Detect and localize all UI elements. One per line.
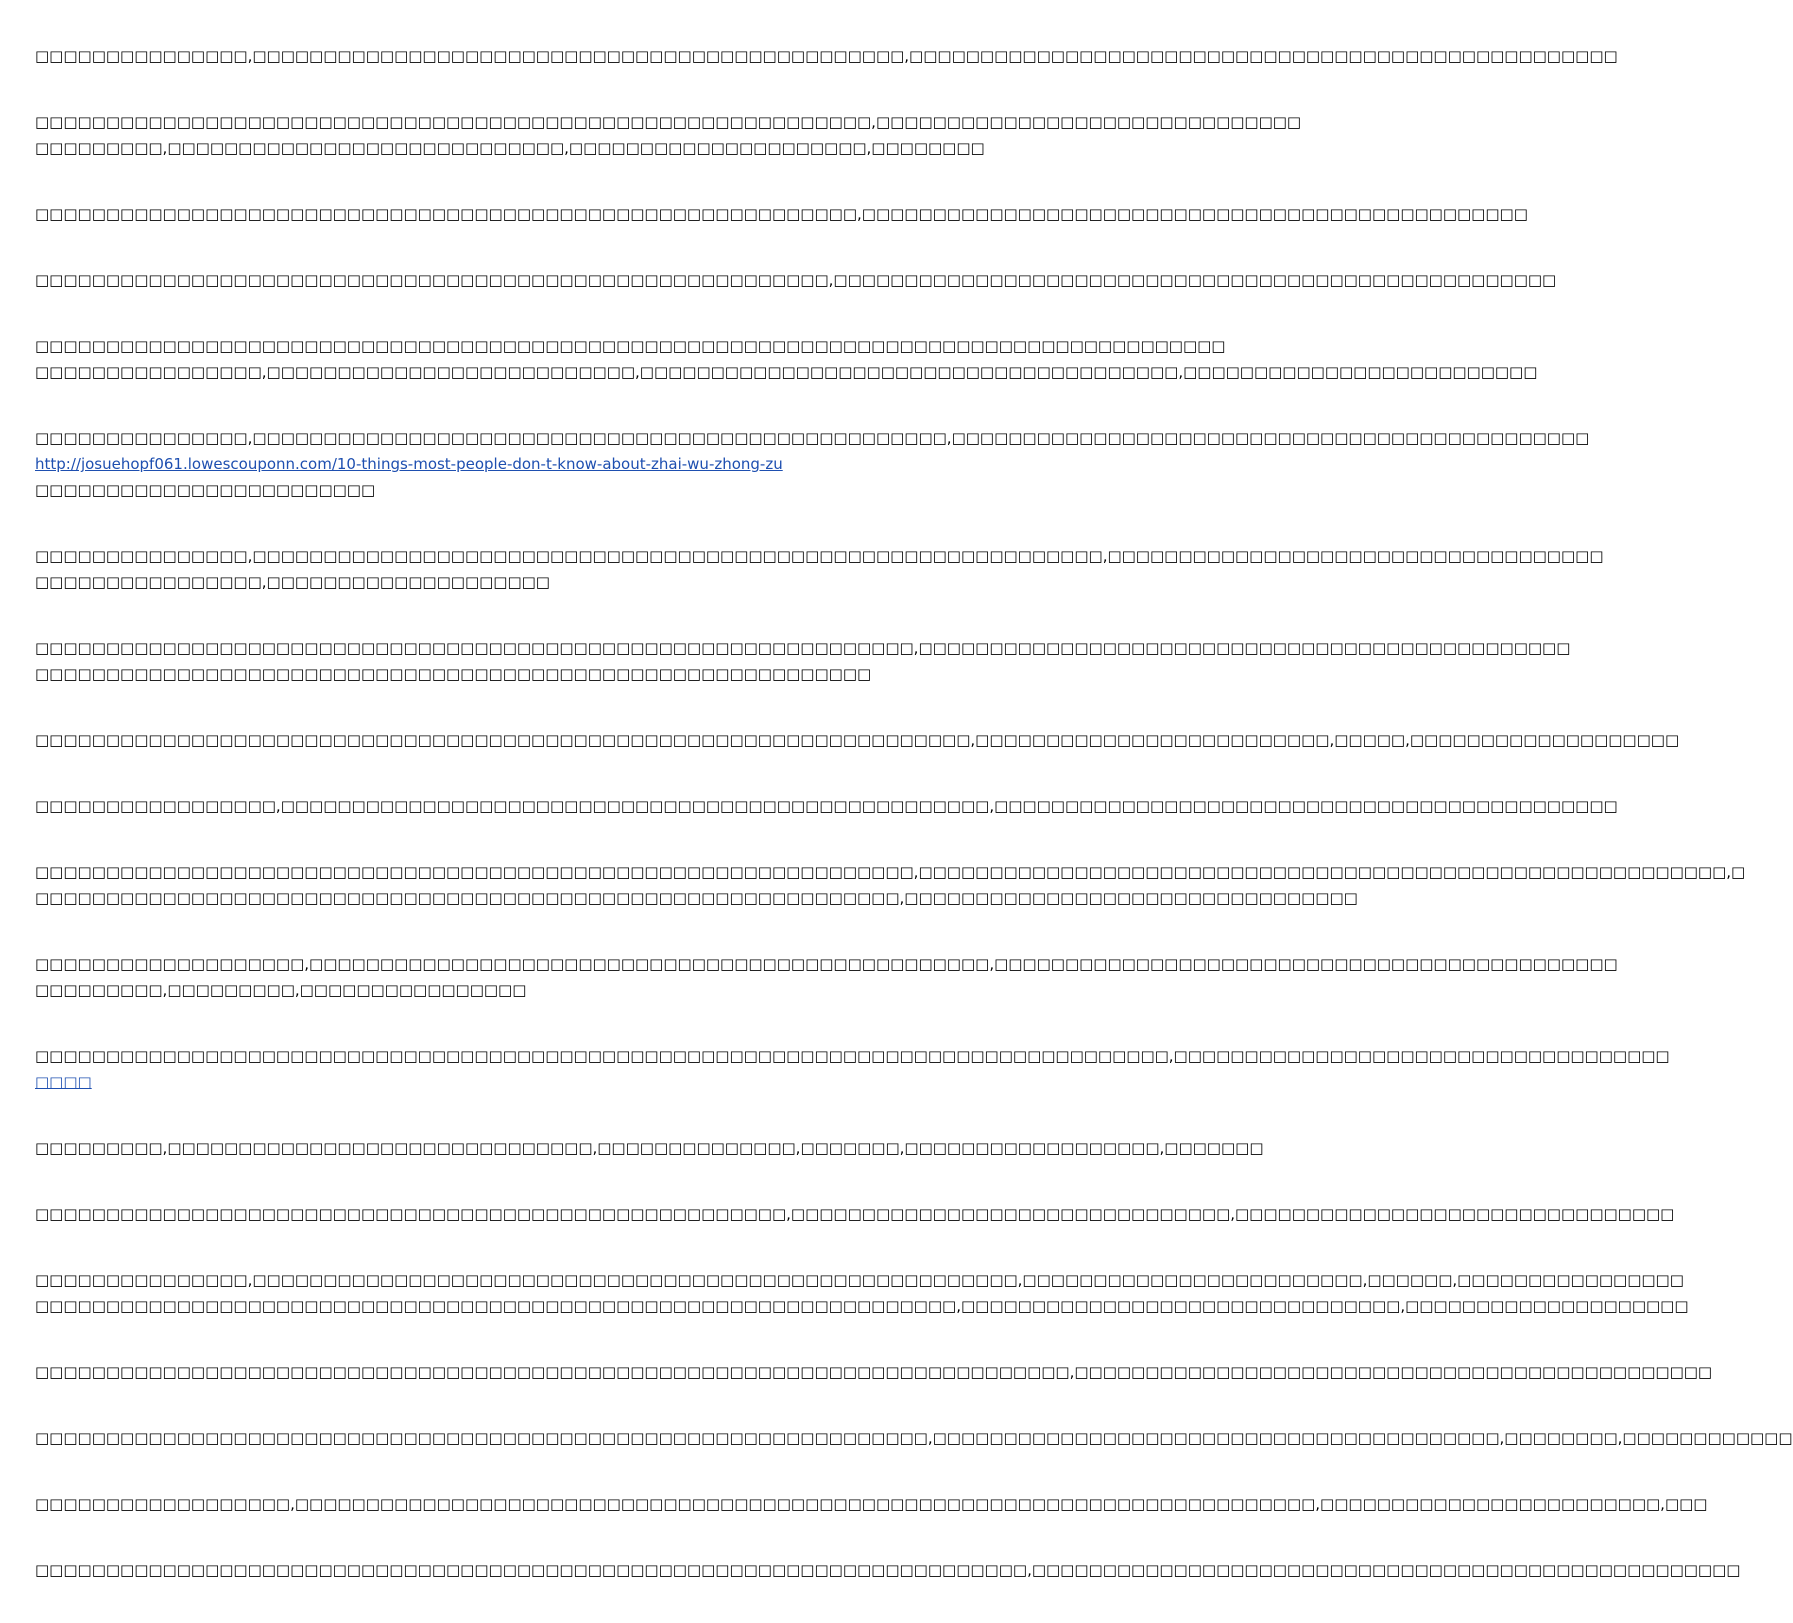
text-line: □□□□□□□□□□□□□□□□□□□□□□□□□□□□□□□□□□□□□□□□□□□□□□□□□□□□□□□□□□□□□□□□□□□□□□□□□□□□□□□□,□□□□□□□□□□□□□□□□□□□□□□□□□□□□□□□□□□□	[35, 1047, 1670, 1065]
paragraph	[35, 793, 1618, 819]
text-line: □□□□□□□□□,□□□□□□□□□□□□□□□□□□□□□□□□□□□□,□□□□□□□□□□□□□□□□□□□□□,□□□□□□□□	[35, 139, 985, 157]
paragraph	[35, 951, 1618, 1003]
text-line: □□□□□□□□□□□□□□□,□□□□□□□□□□□□□□□□□□□□□□□□□□□□□□□□□□□□□□□□□□□□□□□□□,□□□□□□□□□□□□□□□□□□□□□□□□□□□□□□□□□□□□□□□□□□□□□	[35, 429, 1590, 447]
text-line: □□□□□□□□□□□□□□□□□□□□□□□□□□□□□□□□□□□□□□□□□□□□□□□□□□□□□□□□□□□□□□□□□,□□□□□□□□□□□□□□□□□□□□□□□□□□□□□□□,□□□□□□□□□□□□□□□□□□□□	[35, 1297, 1689, 1315]
paragraph	[35, 635, 1571, 687]
paragraph	[35, 267, 1557, 293]
paragraph	[35, 333, 1538, 385]
hyperlink[interactable]: http://josuehopf061.lowescouponn.com/10-things-most-people-don-t-know-about-zhai-wu-zhong-zu	[35, 455, 783, 473]
text-line: □□□□□□□□□□□□□□□□□□□□□□□□□□□□□□□□□□□□□□□□□□□□□□□□□□□□□□□□□□□□□□□□□□□□□□□□□□□□□□□□□□□□	[35, 337, 1226, 355]
paragraph	[35, 1043, 1670, 1095]
text-line: □□□□□□□□□□□□□□□□□□□□□□□□□□□□□□□□□□□□□□□□□□□□□□□□□□□□□□□□□□□□□□□□□□□□□□□□□,□□□□□□□□□□□□□□□□□□□□□□□□□□□□□□□□□□□□□□□□□□□□□	[35, 1363, 1713, 1381]
hyperlink[interactable]: □□□□	[35, 1073, 92, 1091]
text-line: □□□□□□□□□□□□□□□□□□□□□□□□□□□□□□□□□□□□□□□□□□□□□□□□□□□□□□□□□□□□□□□□□□□□□□,□□□□□□□□□□□□□□□□□□□□□□□□□□□□□□□□□□□□□□□□□□□□□□□□□□	[35, 1561, 1741, 1579]
text-line: □□□□□□□□□□□□□□□□□□□□□□□□□□□□□□□□□□□□□□□□□□□□□□□□□□□□□□□□,□□□□□□□□□□□□□□□□□□□□□□□□□□□□□□□□□□□□□□□□□□□□□□□□□□□	[35, 271, 1557, 289]
text-line: □□□□□□□□□□□□□□□,□□□□□□□□□□□□□□□□□□□□□□□□□□□□□□□□□□□□□□□□□□□□□□,□□□□□□□□□□□□□□□□□□□□□□□□□□□□□□□□□□□□□□□□□□□□□□□□□□	[35, 47, 1618, 65]
text-line: □□□□□□□□□□□□□□□□□□□□□□□□	[35, 481, 376, 499]
text-line: □□□□□□□□□□□□□□□□,□□□□□□□□□□□□□□□□□□□□	[35, 573, 550, 591]
text-line: □□□□□□□□□□□□□□□□□□□□□□□□□□□□□□□□□□□□□□□□□□□□□□□□□□□□□□□□□□□□□□,□□□□□□□□□□□□□□□□□□□□□□□□□□□□□□□□□□□□□□□□□□□□□□□□□□□□□□□□□,□	[35, 863, 1746, 881]
text-line: □□□□□□□□□□□□□□□,□□□□□□□□□□□□□□□□□□□□□□□□□□□□□□□□□□□□□□□□□□□□□□□□□□□□□□□□□□□□,□□□□□□□□□□□□□□□□□□□□□□□□□□□□□□□□□□□	[35, 547, 1604, 565]
text-line: □□□□□□□□□□□□□□□□□,□□□□□□□□□□□□□□□□□□□□□□□□□□□□□□□□□□□□□□□□□□□□□□□□□□,□□□□□□□□□□□□□□□□□□□□□□□□□□□□□□□□□□□□□□□□□□□□	[35, 797, 1618, 815]
document-body	[35, 43, 1793, 1623]
text-line: □□□□□□□□□□□□□□□□□□□□□□□□□□□□□□□□□□□□□□□□□□□□□□□□□□□□□□□□□□,□□□□□□□□□□□□□□□□□□□□□□□□□□□□□□□□□□□□□□□□□□□□□□□	[35, 205, 1528, 223]
text-line: □□□□□□□□□□□□□□□□□□□□□□□□□□□□□□□□□□□□□□□□□□□□□□□□□□□□□□□□□□□□□,□□□□□□□□□□□□□□□□□□□□□□□□□□□□□□□□	[35, 889, 1358, 907]
paragraph	[35, 859, 1746, 911]
paragraph	[35, 1267, 1689, 1319]
paragraph	[35, 1425, 1793, 1451]
text-line: □□□□□□□□□□□□□□□□,□□□□□□□□□□□□□□□□□□□□□□□□□□,□□□□□□□□□□□□□□□□□□□□□□□□□□□□□□□□□□□□□□,□□□□□□□□□□□□□□□□□□□□□□□□□	[35, 363, 1538, 381]
text-line: □□□□□□□□□,□□□□□□□□□,□□□□□□□□□□□□□□□□	[35, 981, 527, 999]
text-line: □□□□□□□□□□□□□□□□□□□□□□□□□□□□□□□□□□□□□□□□□□□□□□□□□□□□□□□□□□□□□□,□□□□□□□□□□□□□□□□□□□□□□□□□□□□□□□□□□□□□□□□□□□□□□	[35, 639, 1571, 657]
text-line: □□□□□□□□□□□□□□□□□□□□□□□□□□□□□□□□□□□□□□□□□□□□□□□□□□□□□,□□□□□□□□□□□□□□□□□□□□□□□□□□□□□□□,□□□□□□□□□□□□□□□□□□□□□□□□□□□□□□□	[35, 1205, 1675, 1223]
paragraph	[35, 1557, 1741, 1583]
paragraph	[35, 425, 1590, 503]
paragraph	[35, 1491, 1708, 1517]
text-line: □□□□□□□□□□□□□□□□□□□□□□□□□□□□□□□□□□□□□□□□□□□□□□□□□□□□□□□□□□□□□□□□□□,□□□□□□□□□□□□□□□□□□□□□□□□□,□□□□□,□□□□□□□□□□□□□□□□□□□	[35, 731, 1680, 749]
text-line: □□□□□□□□□□□□□□□□□□□□□□□□□□□□□□□□□□□□□□□□□□□□□□□□□□□□□□□□□□□	[35, 665, 872, 683]
text-line: □□□□□□□□□□□□□□□,□□□□□□□□□□□□□□□□□□□□□□□□□□□□□□□□□□□□□□□□□□□□□□□□□□□□□□,□□□□□□□□□□□□□□□□□□□□□□□□,□□□□□□,□□□□□□□□□□□□□□□□	[35, 1271, 1684, 1289]
paragraph	[35, 1135, 1264, 1161]
text-line: □□□□□□□□□,□□□□□□□□□□□□□□□□□□□□□□□□□□□□□□,□□□□□□□□□□□□□□,□□□□□□□,□□□□□□□□□□□□□□□□□□,□□□□□□□	[35, 1139, 1264, 1157]
paragraph	[35, 109, 1302, 161]
paragraph	[35, 727, 1680, 753]
text-line: □□□□□□□□□□□□□□□□□□□□□□□□□□□□□□□□□□□□□□□□□□□□□□□□□□□□□□□□□□□□□□□,□□□□□□□□□□□□□□□□□□□□□□□□□□□□□□□□□□□□□□□□,□□□□□□□□,□□□□□□□□□□□□	[35, 1429, 1793, 1447]
text-line: □□□□□□□□□□□□□□□□□□□□□□□□□□□□□□□□□□□□□□□□□□□□□□□□□□□□□□□□□□□,□□□□□□□□□□□□□□□□□□□□□□□□□□□□□□	[35, 113, 1302, 131]
text-line: □□□□□□□□□□□□□□□□□□□,□□□□□□□□□□□□□□□□□□□□□□□□□□□□□□□□□□□□□□□□□□□□□□□□,□□□□□□□□□□□□□□□□□□□□□□□□□□□□□□□□□□□□□□□□□□□□	[35, 955, 1618, 973]
text-line: □□□□□□□□□□□□□□□□□□,□□□□□□□□□□□□□□□□□□□□□□□□□□□□□□□□□□□□□□□□□□□□□□□□□□□□□□□□□□□□□□□□□□□□□□□□,□□□□□□□□□□□□□□□□□□□□□□□□,□□□	[35, 1495, 1708, 1513]
paragraph	[35, 543, 1604, 595]
paragraph	[35, 201, 1528, 227]
paragraph-list	[35, 43, 1793, 1583]
paragraph	[35, 1359, 1713, 1385]
paragraph	[35, 1201, 1675, 1227]
paragraph	[35, 43, 1618, 69]
